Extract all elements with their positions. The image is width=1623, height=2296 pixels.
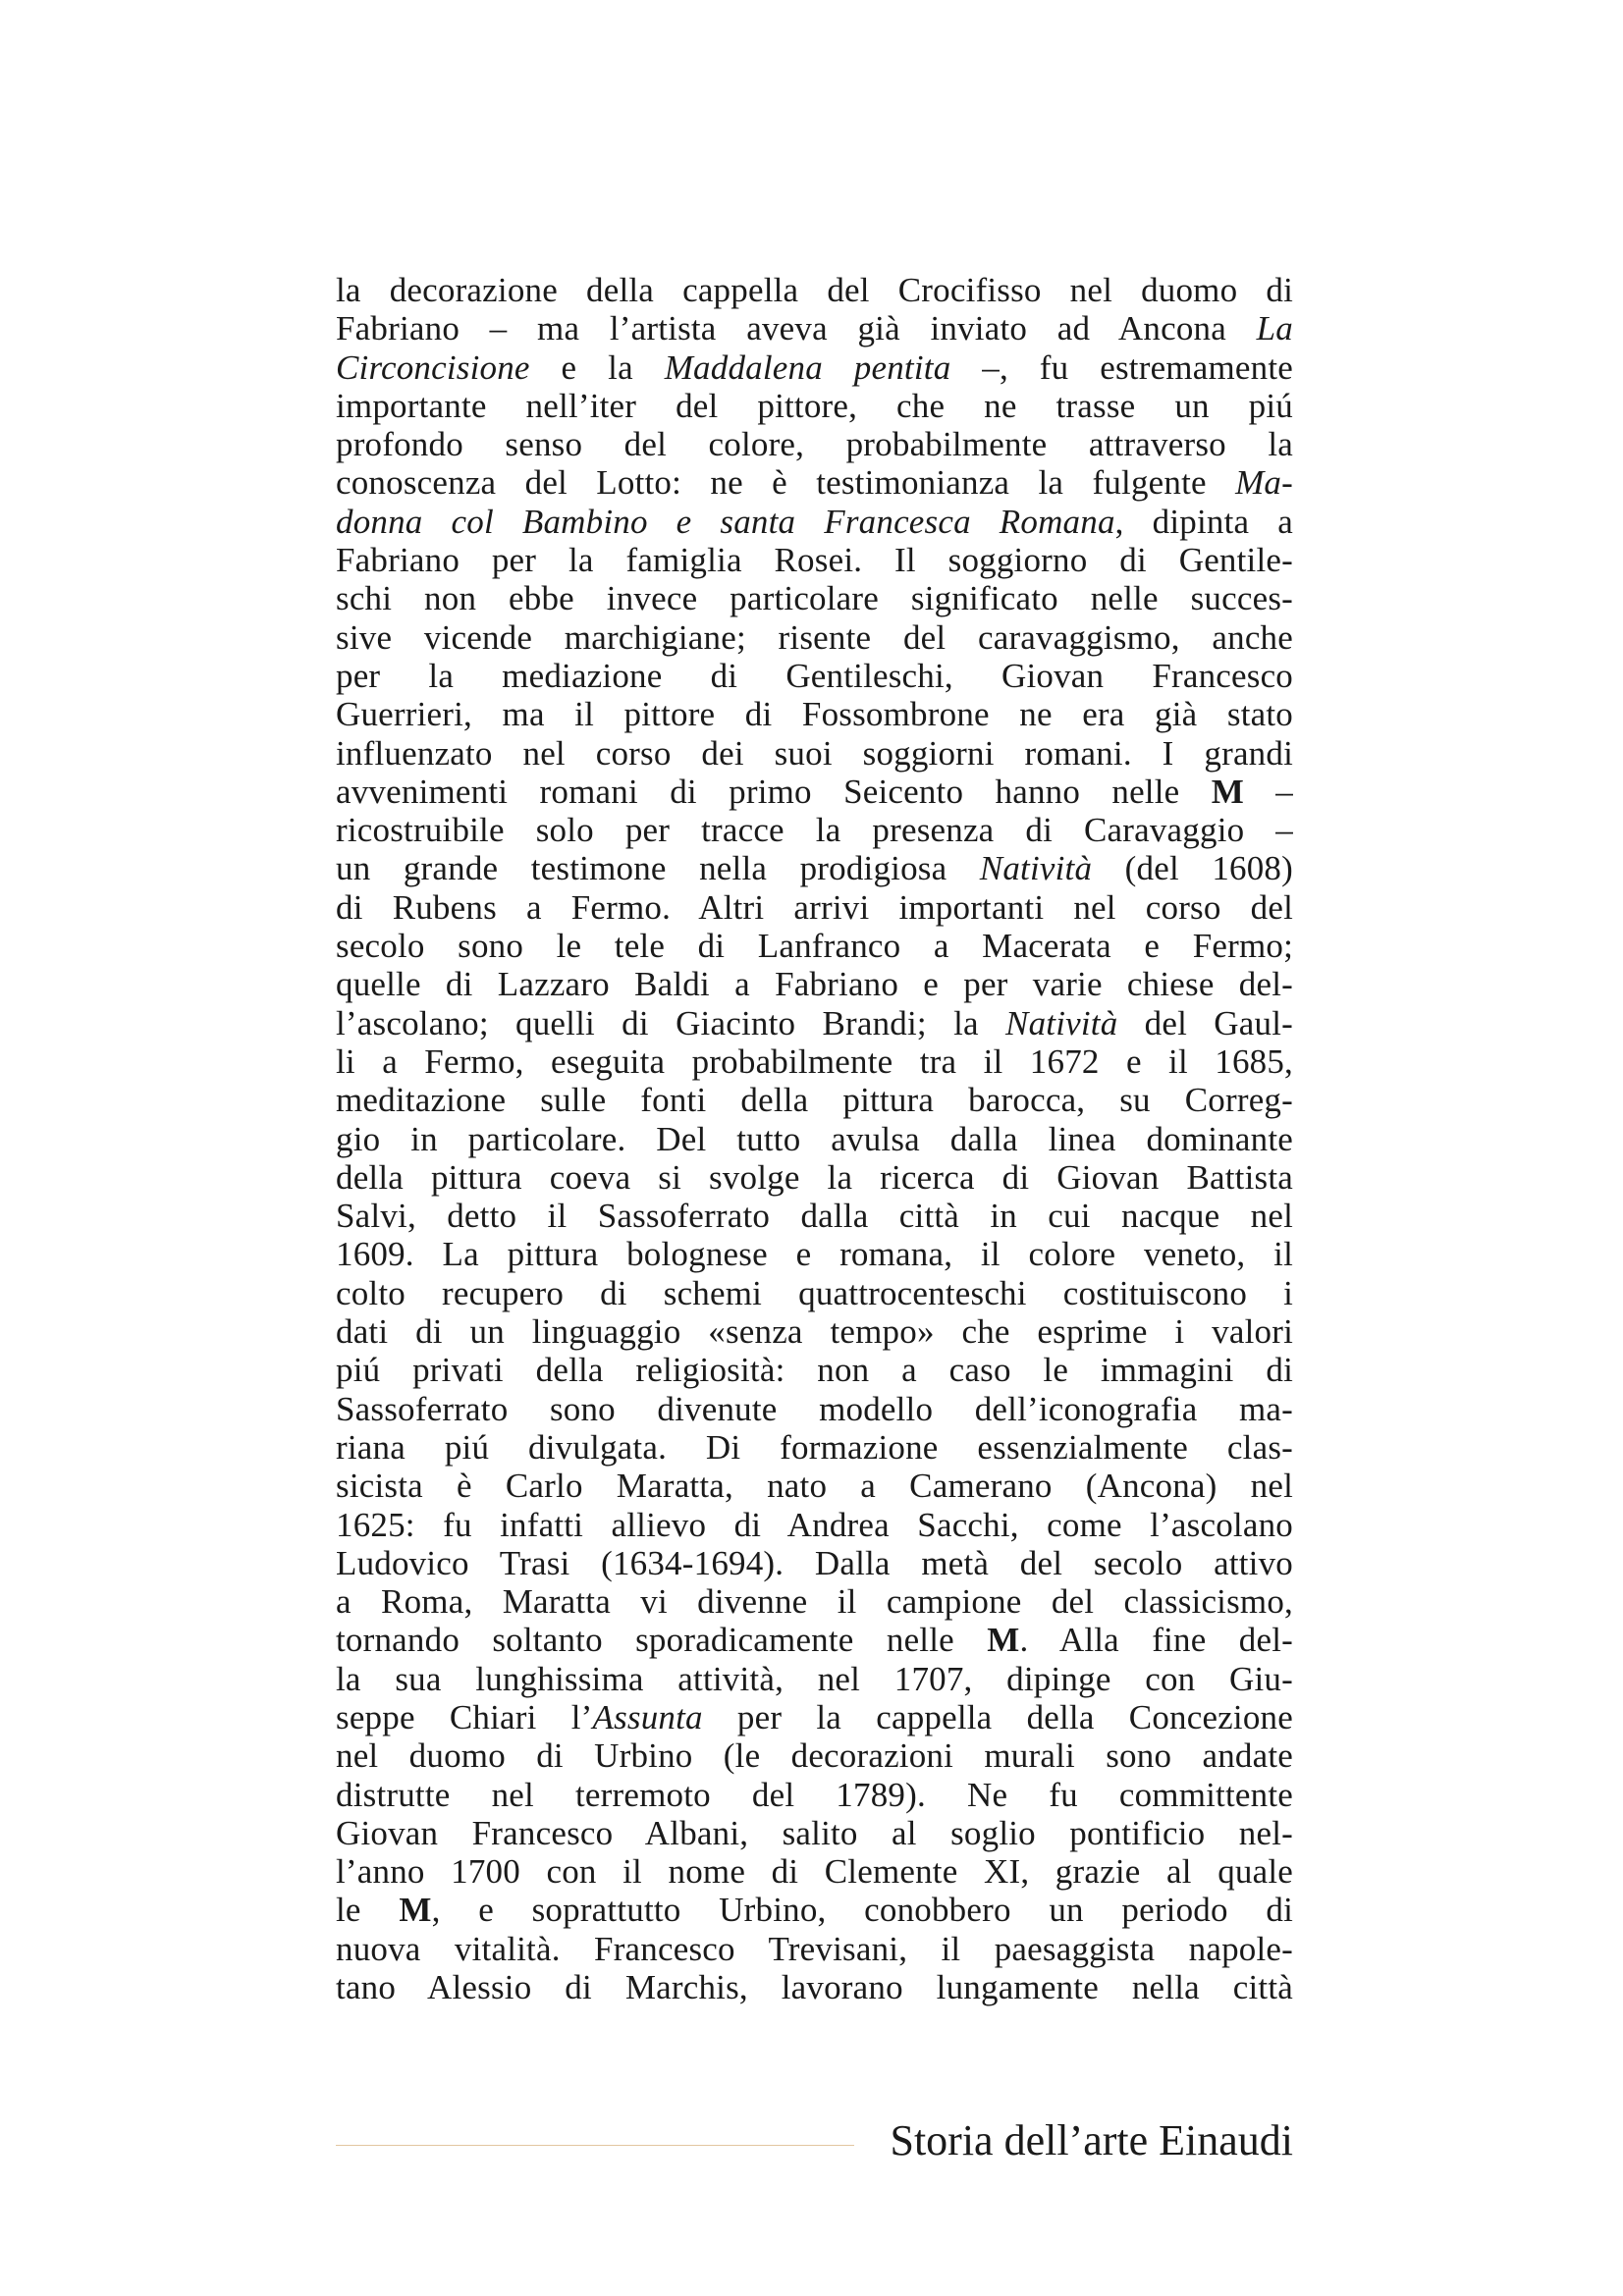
text-line: l’ascolano; quelli di Giacinto Brandi; la Natività del Gaul- bbox=[336, 1003, 1293, 1042]
text-line: Giovan Francesco Albani, salito al soglio pontificio nel- bbox=[336, 1813, 1293, 1852]
text-line: piú privati della religiosità: non a caso le immagini di bbox=[336, 1351, 1293, 1390]
text-line: riana piú divulgata. Di formazione essenzialmente clas- bbox=[336, 1427, 1293, 1467]
text-line: colto recupero di schemi quattrocenteschi costituiscono i bbox=[336, 1273, 1293, 1312]
text-line: li a Fermo, eseguita probabilmente tra il 1672 e il 1685, bbox=[336, 1041, 1293, 1081]
text-line: avvenimenti romani di primo Seicento hanno nelle M – bbox=[336, 772, 1293, 811]
text-line: ricostruibile solo per tracce la presenza di Caravaggio – bbox=[336, 811, 1293, 850]
text-line: sive vicende marchigiane; risente del caravaggismo, anche bbox=[336, 617, 1293, 657]
footer-title: Storia dell’arte Einaudi bbox=[890, 2116, 1293, 2164]
text-line: distrutte nel terremoto del 1789). Ne fu committente bbox=[336, 1775, 1293, 1814]
text-line: importante nell’iter del pittore, che ne trasse un piú bbox=[336, 386, 1293, 425]
text-line: Fabriano – ma l’artista aveva già inviato ad Ancona La bbox=[336, 309, 1293, 348]
text-line: a Roma, Maratta vi divenne il campione del classicismo, bbox=[336, 1582, 1293, 1622]
text-line: Circoncisione e la Maddalena pentita –, fu estremamente bbox=[336, 347, 1293, 387]
text-line: schi non ebbe invece particolare significato nelle succes- bbox=[336, 579, 1293, 618]
text-line: tano Alessio di Marchis, lavorano lungamente nella città bbox=[336, 1968, 1293, 2007]
text-line: Ludovico Trasi (1634-1694). Dalla metà del secolo attivo bbox=[336, 1543, 1293, 1582]
text-line: un grande testimone nella prodigiosa Natività (del 1608) bbox=[336, 849, 1293, 888]
text-line: sicista è Carlo Maratta, nato a Camerano (Ancona) nel bbox=[336, 1467, 1293, 1506]
text-line: le M, e soprattutto Urbino, conobbero un periodo di bbox=[336, 1891, 1293, 1930]
text-line: seppe Chiari l’Assunta per la cappella della Concezione bbox=[336, 1697, 1293, 1736]
text-line: 1609. La pittura bolognese e romana, il colore veneto, il bbox=[336, 1235, 1293, 1274]
text-line: Salvi, detto il Sassoferrato dalla città in cui nacque nel bbox=[336, 1197, 1293, 1236]
text-line: per la mediazione di Gentileschi, Giovan Francesco bbox=[336, 656, 1293, 695]
text-line: tornando soltanto sporadicamente nelle M. Alla fine del- bbox=[336, 1621, 1293, 1660]
text-line: Guerrieri, ma il pittore di Fossombrone ne era già stato bbox=[336, 695, 1293, 734]
text-line: 1625: fu infatti allievo di Andrea Sacchi, come l’ascolano bbox=[336, 1505, 1293, 1544]
text-line: di Rubens a Fermo. Altri arrivi importanti nel corso del bbox=[336, 887, 1293, 927]
text-line: profondo senso del colore, probabilmente attraverso la bbox=[336, 425, 1293, 464]
text-line: Sassoferrato sono divenute modello dell’iconografia ma- bbox=[336, 1389, 1293, 1428]
text-line: gio in particolare. Del tutto avulsa dalla linea dominante bbox=[336, 1119, 1293, 1158]
text-line: nel duomo di Urbino (le decorazioni murali sono andate bbox=[336, 1736, 1293, 1776]
text-line: quelle di Lazzaro Baldi a Fabriano e per varie chiese del- bbox=[336, 965, 1293, 1004]
body-text bbox=[336, 271, 1293, 2006]
text-line: l’anno 1700 con il nome di Clemente XI, grazie al quale bbox=[336, 1852, 1293, 1892]
text-line: della pittura coeva si svolge la ricerca di Giovan Battista bbox=[336, 1157, 1293, 1197]
text-line: meditazione sulle fonti della pittura barocca, su Correg- bbox=[336, 1081, 1293, 1120]
text-line: la sua lunghissima attività, nel 1707, dipinge con Giu- bbox=[336, 1659, 1293, 1698]
footer-rule bbox=[336, 2145, 854, 2146]
text-line: nuova vitalità. Francesco Trevisani, il paesaggista napole- bbox=[336, 1929, 1293, 1968]
text-line: secolo sono le tele di Lanfranco a Macerata e Fermo; bbox=[336, 927, 1293, 966]
text-line: Fabriano per la famiglia Rosei. Il soggiorno di Gentile- bbox=[336, 541, 1293, 580]
text-line: influenzato nel corso dei suoi soggiorni romani. I grandi bbox=[336, 733, 1293, 773]
text-line: dati di un linguaggio «senza tempo» che esprime i valori bbox=[336, 1312, 1293, 1352]
text-line: conoscenza del Lotto: ne è testimonianza la fulgente Ma- bbox=[336, 463, 1293, 503]
text-line: donna col Bambino e santa Francesca Romana, dipinta a bbox=[336, 502, 1293, 541]
text-line: la decorazione della cappella del Crocifisso nel duomo di bbox=[336, 271, 1293, 309]
